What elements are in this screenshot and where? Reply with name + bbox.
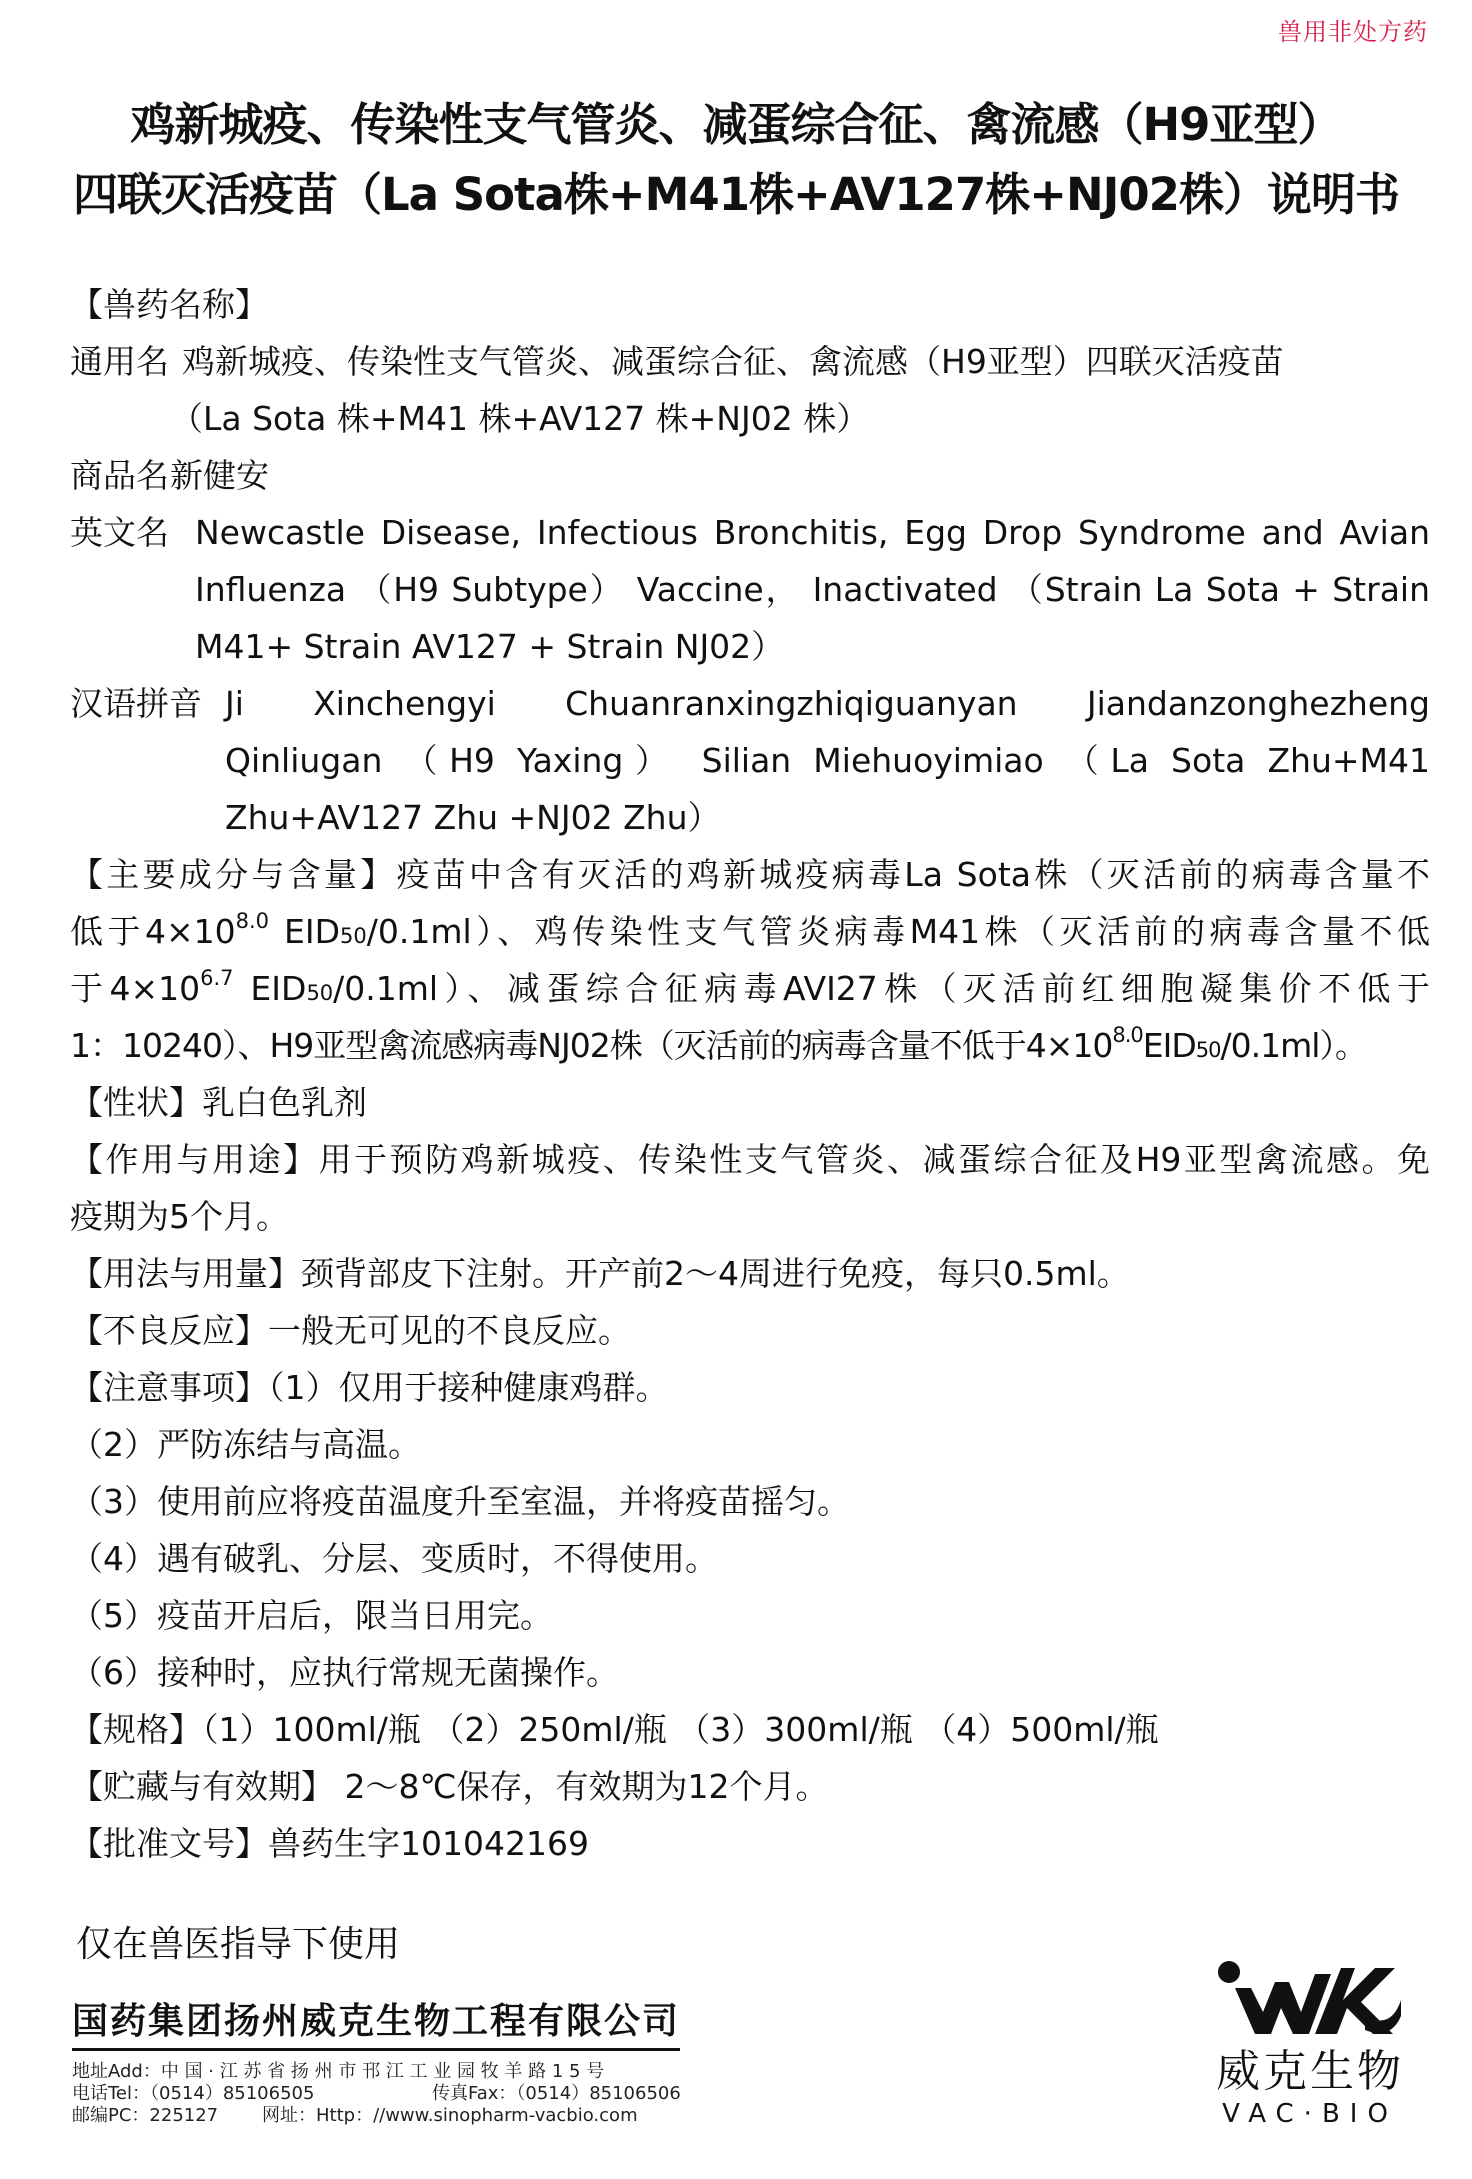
company-name: 国药集团扬州威克生物工程有限公司 [72,2000,680,2051]
pinyin-name-line-1: Ji Xinchengyi Chuanranxingzhiqiguanyan Jiandanzonghezheng [225,684,1430,723]
pinyin-name-label: 汉语拼音 [70,684,202,723]
document-title [60,90,1412,230]
composition-line-3: 于$4\times 10^{6.7}$ EID50/0.1ml）、减蛋综合征病毒AVI27株（灭活前红细胞凝集价不低于 [70,966,1431,1008]
generic-name-row [70,333,1430,447]
indications-line-1: 【作用与用途】用于预防鸡新城疫、传染性支气管炎、减蛋综合征及H9亚型禽流感。免 [70,1140,1431,1179]
heading-dosage: 【用法与用量】 [70,1254,301,1293]
precaution-item: （3）使用前应将疫苗温度升至室温，并将疫苗摇匀。 [70,1482,850,1521]
heading-adverse-reactions: 【不良反应】 [70,1311,268,1350]
heading-approval-number: 【批准文号】 [70,1824,268,1863]
title-line-1: 鸡新城疫、传染性支气管炎、减蛋综合征、禽流感（H9亚型） [130,98,1342,151]
storage-row: 【贮藏与有效期】 2～8℃保存，有效期为12个月。 [70,1767,829,1806]
approval-number-row: 【批准文号】兽药生字101042169 [70,1824,589,1863]
composition-line-1: 【主要成分与含量】疫苗中含有灭活的鸡新城疫病毒La Sota株（灭活前的病毒含量不 [70,855,1430,894]
english-name-row [70,504,1430,675]
contact-info [72,2061,681,2127]
specifications-row: 【规格】（1）100ml/瓶 （2）250ml/瓶 （3）300ml/瓶 （4）500ml/瓶 [70,1710,1159,1749]
otc-label: 兽用非处方药 [1278,18,1428,46]
title-line-2: 四联灭活疫苗（La Sota株+M41株+AV127株+NJ02株）说明书 [73,168,1399,221]
heading-drug-name: 【兽药名称】 [70,285,268,324]
precaution-item: （4）遇有破乳、分层、变质时，不得使用。 [70,1539,718,1578]
instruction-body [70,276,1430,1872]
heading-specifications: 【规格】 [70,1710,202,1749]
precaution-item: （6）接种时，应执行常规无菌操作。 [70,1653,619,1692]
usage-note: 仅在兽医指导下使用 [76,1924,401,1965]
telephone: 电话Tel：（0514）85106505 [72,2083,315,2104]
heading-precautions: 【注意事项】 [70,1368,268,1407]
precaution-item: （5）疫苗开启后，限当日用完。 [70,1596,553,1635]
english-name-label: 英文名 [70,513,169,552]
pinyin-name-line-2: Qinliugan （H9 Yaxing） Silian Miehuoyimiao （La Sota Zhu+M41 [225,741,1430,780]
indications-line-2: 疫期为5个月。 [70,1197,289,1236]
generic-name-line-1: 鸡新城疫、传染性支气管炎、减蛋综合征、禽流感（H9亚型）四联灭活疫苗 [182,342,1284,381]
logo-english-name: VAC·BIO [1222,2099,1398,2129]
pinyin-name-row [70,675,1430,846]
english-name-line-3: M41+ Strain AV127 + Strain NJ02） [195,627,785,666]
website: 网址：Http：//www.sinopharm-vacbio.com [262,2105,638,2126]
heading-composition: 【主要成分与含量】 [70,855,397,894]
adverse-reactions-row: 【不良反应】一般无可见的不良反应。 [70,1311,631,1350]
logo-chinese-name: 威克生物 [1216,2046,1404,2097]
pinyin-name-line-3: Zhu+AV127 Zhu +NJ02 Zhu） [225,798,721,837]
generic-name-line-2: （La Sota 株+M41 株+AV127 株+NJ02 株） [170,399,870,438]
precautions-row: 【注意事项】（1）仅用于接种健康鸡群。 [70,1368,669,1407]
company-logo [1205,1960,1415,2130]
dosage-row: 【用法与用量】颈背部皮下注射。开产前2～4周进行免疫，每只0.5ml。 [70,1254,1130,1293]
english-name-line-2: Influenza （H9 Subtype） Vaccine， Inactivated （Strain La Sota + Strain [195,570,1430,609]
vac-logo-icon [1215,1960,1405,2040]
english-name-line-1: Newcastle Disease, Infectious Bronchitis, Egg Drop Syndrome and Avian [195,513,1430,552]
address: 地址Add：中 国 · 江 苏 省 扬 州 市 邗 江 工 业 园 牧 羊 路 1 5 号 [72,2061,605,2082]
appearance-row: 【性状】乳白色乳剂 [70,1083,367,1122]
precaution-item: （2）严防冻结与高温。 [70,1425,421,1464]
fax: 传真Fax：（0514）85106506 [432,2083,681,2104]
composition-line-2: 低于$4\times 10^{8.0}$ EID50/0.1ml）、鸡传染性支气管炎病毒M41株（灭活前的病毒含量不低 [70,909,1431,951]
heading-appearance: 【性状】 [70,1083,202,1122]
trade-name-row [70,447,1430,504]
postcode: 邮编PC：225127 [72,2105,219,2126]
composition-line-4: 1：10240）、H9亚型禽流感病毒NJ02株（灭活前的病毒含量不低于$4\times 10^{8.0}EID50/0.1ml$）。 [70,1023,1367,1065]
heading-storage: 【贮藏与有效期】 [70,1767,334,1806]
heading-indications: 【作用与用途】 [70,1140,319,1179]
trade-name-value: 新健安 [170,456,269,495]
generic-name-label: 通用名 [70,342,169,381]
trade-name-label: 商品名 [70,456,169,495]
footer [72,2000,681,2127]
